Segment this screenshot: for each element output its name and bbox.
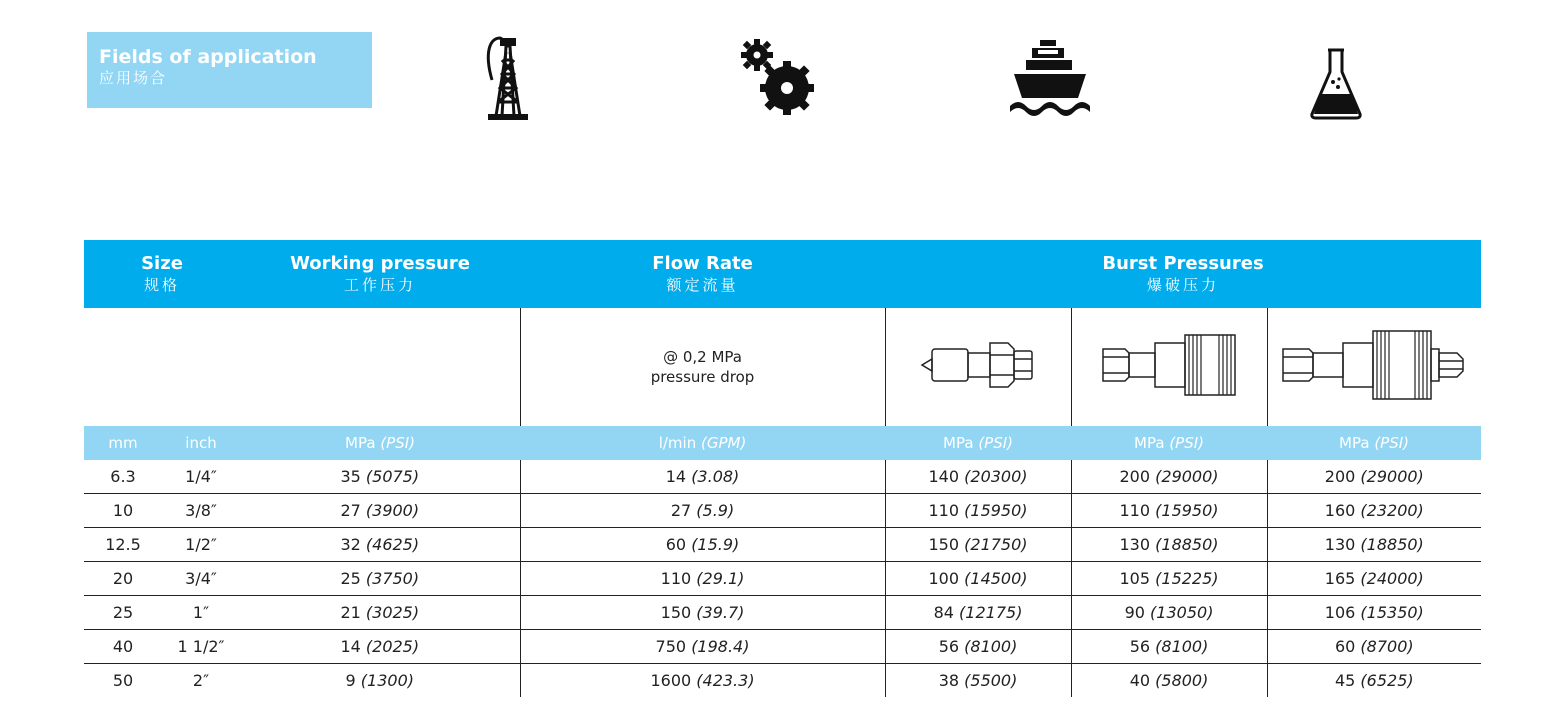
cell-mm: 6.3 [84,460,162,494]
cell-wp: 25 (3750) [240,562,520,596]
cell-b2: 40 (5800) [1071,664,1267,698]
oil-derrick-icon [480,32,536,122]
cell-wp: 27 (3900) [240,494,520,528]
unit-working: MPa (PSI) [240,426,520,460]
unit-burst-3: MPa (PSI) [1267,426,1481,460]
cell-mm: 40 [84,630,162,664]
cell-inch: 3/8″ [162,494,240,528]
cell-inch: 1/4″ [162,460,240,494]
cell-wp: 9 (1300) [345,671,414,690]
unit-burst-2: MPa (PSI) [1071,426,1267,460]
header-flow-rate: Flow Rate 额定流量 [520,240,885,308]
table-row [84,494,1481,528]
table-row [84,460,1481,494]
cell-inch: 1/2″ [162,528,240,562]
cell-wp: 14 (2025) [240,630,520,664]
cell-inch: 1″ [162,596,240,630]
cell-flow: 27 (5.9) [520,494,885,528]
cell-b2: 110 (15950) [1071,494,1267,528]
ship-icon [1006,38,1094,118]
header-burst-pressures: Burst Pressures 爆破压力 [885,240,1481,308]
unit-mm: mm [84,426,162,460]
cell-b3: 60 (8700) [1267,630,1481,664]
cell-wp: 32 (4625) [240,528,520,562]
specification-table [84,240,1481,697]
cell-b1: 140 (20300) [885,460,1071,494]
cell-b3: 106 (15350) [1267,596,1481,630]
female-coupler-long-drawing [1279,325,1469,405]
cell-mm: 25 [84,596,162,630]
table-row [84,664,1481,698]
unit-inch: inch [162,426,240,460]
cell-flow: 150 (39.7) [520,596,885,630]
table-row [84,630,1481,664]
cell-b3: 130 (18850) [1267,528,1481,562]
flow-condition: @ 0,2 MPa pressure drop [520,308,885,426]
cell-b2: 105 (15225) [1071,562,1267,596]
gears-icon [740,38,820,118]
female-coupler-long-image [1267,308,1481,426]
cell-flow: 60 (15.9) [520,528,885,562]
fields-of-application-box [87,32,372,108]
cell-flow: 750 (198.4) [520,630,885,664]
cell-mm: 10 [84,494,162,528]
cell-b3: 160 (23200) [1267,494,1481,528]
cell-b1: 38 (5500) [885,664,1071,698]
unit-burst-1: MPa (PSI) [885,426,1071,460]
cell-b3: 200 (29000) [1267,460,1481,494]
cell-b2: 90 (13050) [1071,596,1267,630]
cell-b2: 200 (29000) [1071,460,1267,494]
table-header-row [84,240,1481,308]
cell-wp: 21 (3025) [240,596,520,630]
cell-b1: 84 (12175) [885,596,1071,630]
cell-b2: 130 (18850) [1071,528,1267,562]
flask-icon [1306,44,1366,122]
female-coupler-image [1071,308,1267,426]
female-coupler-drawing [1099,325,1239,405]
fields-title: Fields of application [99,46,317,68]
table-row [84,596,1481,630]
header-working-pressure: Working pressure 工作压力 [240,240,520,308]
table-body [84,460,1481,697]
fields-subtitle: 应用场合 [99,69,168,87]
cell-wp: 35 (5075) [240,460,520,494]
male-plug-drawing [918,325,1038,405]
cell-b1: 110 (15950) [885,494,1071,528]
table-row [84,528,1481,562]
cell-mm: 12.5 [84,528,162,562]
cell-inch: 2″ [192,671,210,690]
cell-flow: 110 (29.1) [520,562,885,596]
male-plug-image [885,308,1071,426]
cell-inch: 1 1/2″ [162,630,240,664]
cell-mm: 50 [112,671,134,690]
cell-b3: 165 (24000) [1267,562,1481,596]
coupling-images-row [84,308,1481,426]
units-row [84,426,1481,460]
cell-flow: 14 (3.08) [520,460,885,494]
table-row [84,562,1481,596]
cell-flow: 1600 (423.3) [520,664,885,698]
cell-b1: 150 (21750) [885,528,1071,562]
cell-inch: 3/4″ [162,562,240,596]
cell-b2: 56 (8100) [1071,630,1267,664]
cell-b1: 100 (14500) [885,562,1071,596]
cell-b1: 56 (8100) [885,630,1071,664]
cell-mm: 20 [84,562,162,596]
header-size: Size 规格 [84,240,240,308]
cell-b3: 45 (6525) [1267,664,1481,698]
unit-flow: l/min (GPM) [520,426,885,460]
